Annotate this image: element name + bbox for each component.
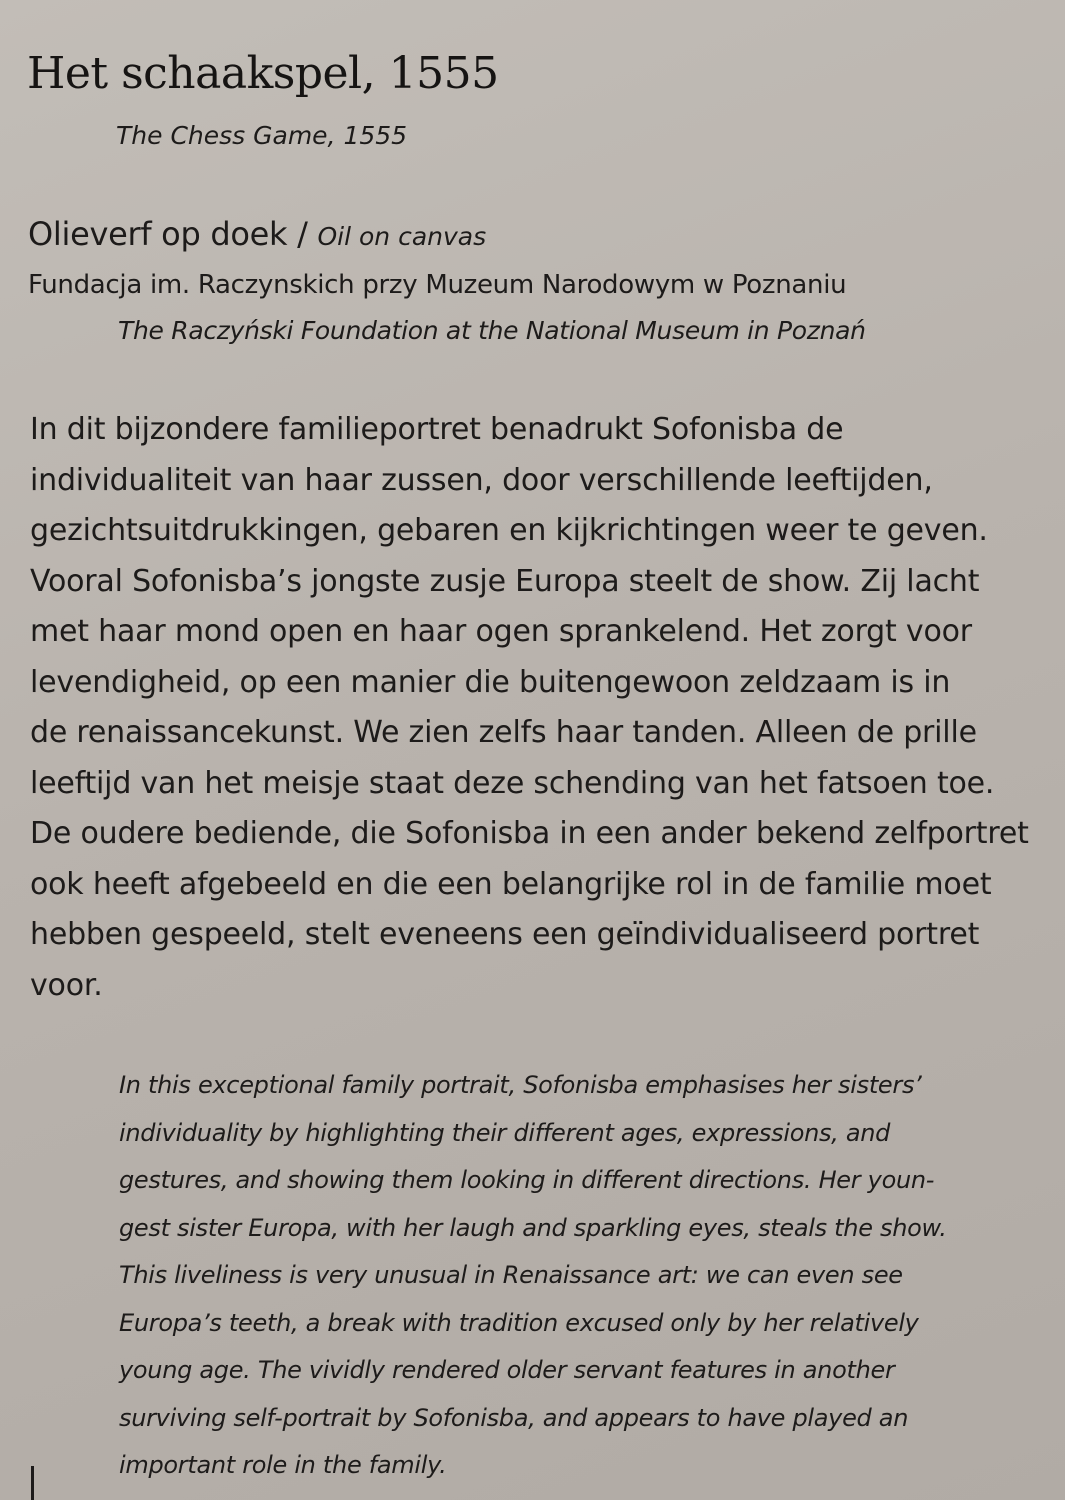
edge-mark-divider — [31, 1466, 34, 1500]
collection-english: The Raczyński Foundation at the National Museum in Poznań — [118, 316, 866, 345]
description-english-line: young age. The vividly rendered older servant features in another — [119, 1356, 895, 1384]
description-dutch-line: voor. — [30, 967, 103, 1003]
description-dutch-line: individualiteit van haar zussen, door verschillende leeftijden, — [30, 462, 933, 498]
description-dutch-line: De oudere bediende, die Sofonisba in een ander bekend zelfportret — [30, 816, 1029, 851]
description-dutch-line: Vooral Sofonisba’s jongste zusje Europa steelt de show. Zij lacht — [30, 563, 980, 599]
description-dutch-line: gezichtsuitdrukkingen, gebaren en kijkrichtingen weer te geven. — [30, 513, 988, 548]
description-dutch-line: In dit bijzondere familieportret benadrukt Sofonisba de — [30, 412, 844, 447]
description-english-line: gestures, and showing them looking in different directions. Her youn- — [119, 1166, 935, 1194]
description-dutch-line: met haar mond open en haar ogen sprankelend. Het zorgt voor — [30, 614, 972, 649]
collection-dutch: Fundacja im. Raczynskich przy Muzeum Narodowym w Poznaniu — [28, 270, 847, 300]
description-english-line: Europa’s teeth, a break with tradition excused only by her relatively — [119, 1308, 919, 1337]
medium-dutch: Olieverf op doek — [28, 215, 288, 253]
description-english-line: This liveliness is very unusual in Renaissance art: we can even see — [119, 1261, 903, 1289]
artwork-title-english: The Chess Game, 1555 — [116, 121, 408, 150]
artwork-medium — [28, 215, 486, 253]
medium-english: Oil on canvas — [317, 222, 487, 251]
description-dutch-line: de renaissancekunst. We zien zelfs haar tanden. Alleen de prille — [30, 715, 977, 750]
description-english-line: gest sister Europa, with her laugh and sparkling eyes, steals the show. — [119, 1213, 947, 1242]
description-dutch-line: levendigheid, op een manier die buitengewoon zeldzaam is in — [30, 664, 951, 700]
description-dutch-line: ook heeft afgebeeld en die een belangrijke rol in de familie moet — [30, 866, 992, 902]
artwork-title: Het schaakspel, 1555 — [27, 48, 499, 99]
description-english — [119, 1062, 1034, 1490]
description-dutch-line: leeftijd van het meisje staat deze schending van het fatsoen toe. — [30, 765, 995, 801]
medium-separator: / — [287, 215, 318, 253]
description-dutch-line: hebben gespeeld, stelt eveneens een geïndividualiseerd portret — [30, 917, 980, 952]
description-dutch — [30, 405, 1030, 1011]
description-english-line: important role in the family. — [119, 1451, 447, 1479]
description-english-line: In this exceptional family portrait, Sofonisba emphasises her sisters’ — [119, 1071, 922, 1099]
description-english-line: surviving self-portrait by Sofonisba, and appears to have played an — [119, 1403, 909, 1432]
description-english-line: individuality by highlighting their different ages, expressions, and — [119, 1118, 891, 1147]
